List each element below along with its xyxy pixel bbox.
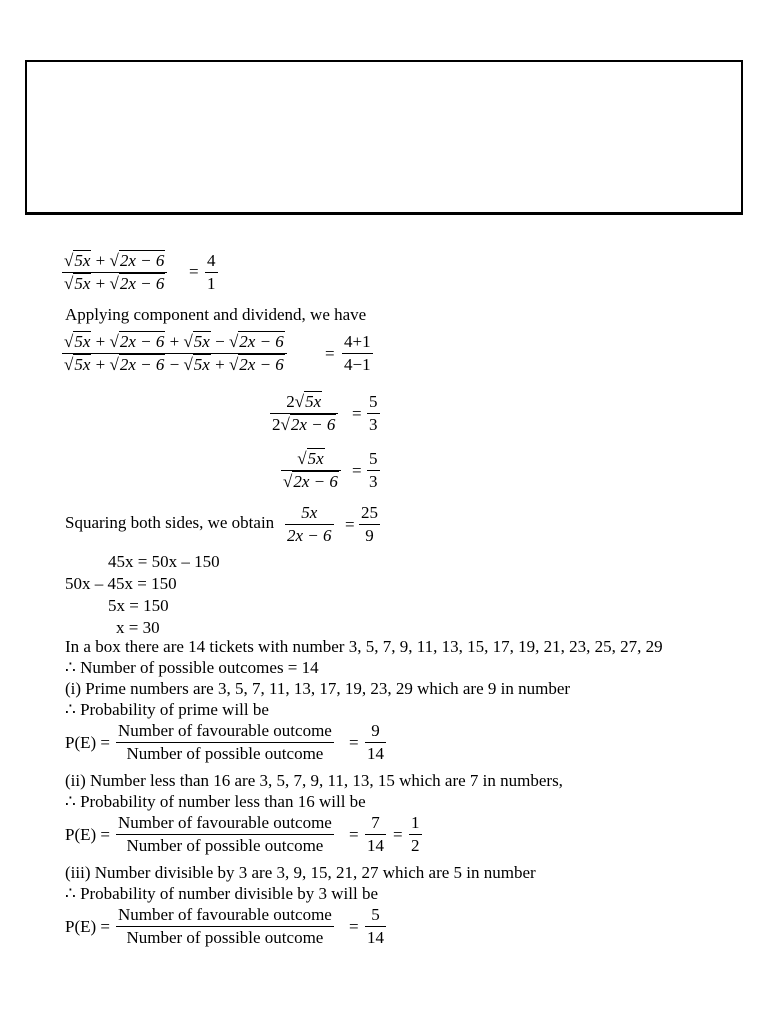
pe2-fraction — [116, 812, 334, 857]
pe3-denominator: 14 — [367, 928, 384, 947]
pe3-numerator: 5 — [365, 904, 386, 927]
step2-lhs-fraction — [62, 331, 287, 376]
pe2-value — [365, 812, 386, 857]
component-dividend-text: Applying component and dividend, we have — [65, 305, 367, 324]
solve-line: 45x = 50x – 150 — [108, 552, 220, 571]
equals-sign: = — [352, 404, 362, 423]
step4-rhs-fraction — [367, 448, 380, 493]
pe1-numerator: 9 — [365, 720, 386, 743]
question-line: ∴ Number of possible outcomes = 14 — [65, 658, 319, 677]
equals-sign: = — [393, 825, 403, 844]
equals-sign: = — [349, 733, 359, 752]
pe-label: P(E) = — [65, 917, 110, 936]
possible-label: Number of possible outcome — [126, 928, 324, 947]
pe1-value — [365, 720, 386, 765]
blank-header-box — [25, 60, 743, 215]
pe1-fraction — [116, 720, 334, 765]
favourable-label: Number of favourable outcome — [116, 904, 334, 927]
favourable-label: Number of favourable outcome — [116, 720, 334, 743]
question-line: In a box there are 14 tickets with number 3, 5, 7, 9, 11, 13, 15, 17, 19, 21, 23, 25, 27, 29 — [65, 637, 663, 656]
step3-rhs-numerator: 5 — [367, 391, 380, 414]
equals-sign: = — [352, 461, 362, 480]
step2-rhs-fraction — [342, 331, 373, 376]
pe2-simplified-numerator: 1 — [409, 812, 422, 835]
divider-line — [25, 212, 743, 214]
possible-label: Number of possible outcome — [126, 836, 324, 855]
part-ii-line: ∴ Probability of number less than 16 will be — [65, 792, 366, 811]
step1-rhs-fraction — [205, 250, 218, 295]
pe1-denominator: 14 — [367, 744, 384, 763]
step2-rhs-numerator: 4+1 — [342, 331, 373, 354]
equals-sign: = — [345, 515, 355, 534]
pe2-simplified — [409, 812, 422, 857]
step1-lhs-denominator: √5x + √2x − 6 — [64, 274, 165, 293]
squaring-text: Squaring both sides, we obtain — [65, 513, 275, 532]
equals-sign: = — [349, 917, 359, 936]
step4-rhs-denominator: 3 — [369, 472, 378, 491]
equals-sign: = — [189, 262, 199, 281]
step2-rhs-denominator: 4−1 — [344, 355, 371, 374]
step2-lhs-numerator: √5x + √2x − 6 + √5x − √2x − 6 — [62, 331, 287, 354]
solve-line: x = 30 — [116, 618, 160, 637]
pe-label: P(E) = — [65, 733, 110, 752]
step3-rhs-fraction — [367, 391, 380, 436]
equals-sign: = — [325, 344, 335, 363]
pe2-simplified-denominator: 2 — [411, 836, 420, 855]
possible-label: Number of possible outcome — [126, 744, 324, 763]
question-line: ∴ Probability of prime will be — [65, 700, 269, 719]
step2-lhs-denominator: √5x + √2x − 6 − √5x + √2x − 6 — [64, 355, 284, 374]
step3-rhs-denominator: 3 — [369, 415, 378, 434]
step1-lhs-numerator: √5x + √2x − 6 — [62, 250, 167, 273]
step1-lhs-fraction — [62, 250, 167, 295]
pe2-denominator: 14 — [367, 836, 384, 855]
step5-rhs-fraction — [359, 502, 380, 547]
pe2-numerator: 7 — [365, 812, 386, 835]
step5-lhs-denominator: 2x − 6 — [287, 526, 332, 545]
pe-label: P(E) = — [65, 825, 110, 844]
step5-lhs-numerator: 5x — [285, 502, 334, 525]
part-iii-line: ∴ Probability of number divisible by 3 will be — [65, 884, 379, 903]
solve-line: 50x – 45x = 150 — [65, 574, 177, 593]
pe3-fraction — [116, 904, 334, 949]
pe3-value — [365, 904, 386, 949]
part-iii-line: (iii) Number divisible by 3 are 3, 9, 15, 21, 27 which are 5 in number — [65, 863, 536, 882]
step3-lhs-numerator: 2√5x — [270, 391, 338, 414]
step4-lhs-numerator: √5x — [281, 448, 341, 471]
question-line: (i) Prime numbers are 3, 5, 7, 11, 13, 17, 19, 23, 29 which are 9 in number — [65, 679, 571, 698]
equals-sign: = — [349, 825, 359, 844]
step4-rhs-numerator: 5 — [367, 448, 380, 471]
step5-rhs-denominator: 9 — [365, 526, 374, 545]
step5-rhs-numerator: 25 — [359, 502, 380, 525]
step4-lhs-denominator: √2x − 6 — [283, 472, 338, 491]
solve-line: 5x = 150 — [108, 596, 169, 615]
step4-lhs-fraction — [281, 448, 341, 493]
step3-lhs-denominator: 2√2x − 6 — [272, 415, 336, 434]
step1-rhs-denominator: 1 — [207, 274, 216, 293]
part-ii-line: (ii) Number less than 16 are 3, 5, 7, 9, 11, 13, 15 which are 7 in numbers, — [65, 771, 563, 790]
favourable-label: Number of favourable outcome — [116, 812, 334, 835]
step1-rhs-numerator: 4 — [205, 250, 218, 273]
step5-lhs-fraction — [285, 502, 334, 547]
step3-lhs-fraction — [270, 391, 338, 436]
